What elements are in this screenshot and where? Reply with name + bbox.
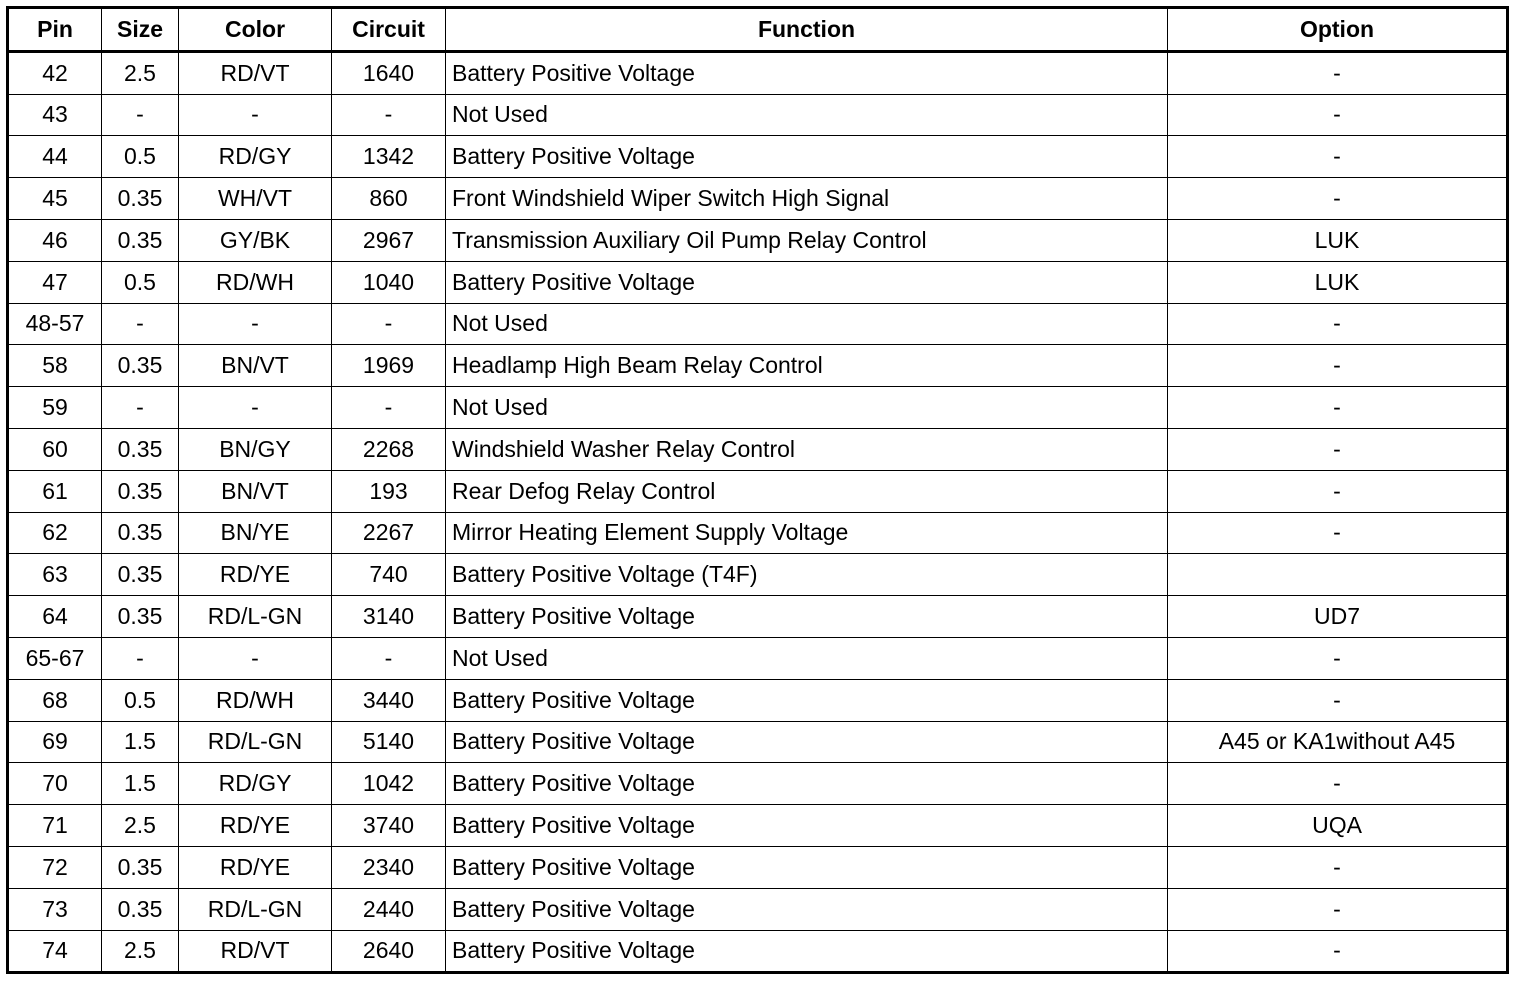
circuit-cell: 3440 [332,679,446,721]
color-cell: RD/WH [179,261,332,303]
option-cell: - [1168,428,1508,470]
pin-cell: 70 [8,763,102,805]
option-cell: - [1168,763,1508,805]
column-header-option: Option [1168,8,1508,52]
function-cell: Battery Positive Voltage [446,721,1168,763]
function-cell: Mirror Heating Element Supply Voltage [446,512,1168,554]
option-cell: - [1168,888,1508,930]
table-row [8,512,1508,554]
table-row [8,721,1508,763]
function-cell: Battery Positive Voltage [446,596,1168,638]
circuit-cell: - [332,387,446,429]
circuit-cell: 1640 [332,51,446,94]
option-cell: - [1168,94,1508,136]
pin-cell: 61 [8,470,102,512]
table-row [8,637,1508,679]
size-cell: 0.35 [102,178,179,220]
pin-cell: 71 [8,805,102,847]
pin-cell: 68 [8,679,102,721]
option-cell: - [1168,387,1508,429]
circuit-cell: - [332,637,446,679]
function-cell: Not Used [446,94,1168,136]
circuit-cell: 3140 [332,596,446,638]
table-row [8,805,1508,847]
table-row [8,303,1508,345]
circuit-cell: 1342 [332,136,446,178]
table-row [8,470,1508,512]
circuit-cell: 3740 [332,805,446,847]
option-cell: LUK [1168,219,1508,261]
color-cell: RD/VT [179,930,332,973]
function-cell: Battery Positive Voltage [446,930,1168,973]
color-cell: WH/VT [179,178,332,220]
size-cell: 0.35 [102,846,179,888]
size-cell: 2.5 [102,930,179,973]
size-cell: - [102,303,179,345]
size-cell: 1.5 [102,763,179,805]
option-cell: - [1168,345,1508,387]
pin-cell: 65-67 [8,637,102,679]
table-row [8,136,1508,178]
circuit-cell: - [332,303,446,345]
table-row [8,94,1508,136]
function-cell: Transmission Auxiliary Oil Pump Relay Control [446,219,1168,261]
table-body [8,51,1508,973]
table-row [8,930,1508,973]
option-cell: UD7 [1168,596,1508,638]
table-row [8,387,1508,429]
table-row [8,261,1508,303]
pin-cell: 63 [8,554,102,596]
size-cell: 1.5 [102,721,179,763]
size-cell: 0.35 [102,428,179,470]
pin-cell: 46 [8,219,102,261]
option-cell: - [1168,470,1508,512]
size-cell: 0.5 [102,136,179,178]
circuit-cell: 860 [332,178,446,220]
column-header-color: Color [179,8,332,52]
size-cell: 0.35 [102,470,179,512]
option-cell: - [1168,303,1508,345]
function-cell: Front Windshield Wiper Switch High Signal [446,178,1168,220]
function-cell: Battery Positive Voltage [446,51,1168,94]
pin-cell: 60 [8,428,102,470]
pin-cell: 59 [8,387,102,429]
table-row [8,846,1508,888]
option-cell: - [1168,51,1508,94]
function-cell: Not Used [446,303,1168,345]
circuit-cell: 740 [332,554,446,596]
option-cell: - [1168,637,1508,679]
color-cell: BN/GY [179,428,332,470]
circuit-cell: - [332,94,446,136]
function-cell: Battery Positive Voltage [446,846,1168,888]
pin-cell: 48-57 [8,303,102,345]
option-cell: - [1168,930,1508,973]
circuit-cell: 2640 [332,930,446,973]
size-cell: 0.35 [102,219,179,261]
option-cell: - [1168,136,1508,178]
color-cell: RD/WH [179,679,332,721]
size-cell: 0.5 [102,679,179,721]
option-cell [1168,554,1508,596]
pin-cell: 74 [8,930,102,973]
color-cell: RD/VT [179,51,332,94]
size-cell: 2.5 [102,805,179,847]
size-cell: - [102,637,179,679]
table-row [8,888,1508,930]
function-cell: Battery Positive Voltage [446,136,1168,178]
table-row [8,345,1508,387]
color-cell: BN/VT [179,470,332,512]
color-cell: RD/L-GN [179,596,332,638]
color-cell: RD/YE [179,846,332,888]
color-cell: BN/VT [179,345,332,387]
pin-cell: 64 [8,596,102,638]
function-cell: Battery Positive Voltage (T4F) [446,554,1168,596]
table-row [8,763,1508,805]
size-cell: 0.35 [102,888,179,930]
table-row [8,51,1508,94]
function-cell: Battery Positive Voltage [446,261,1168,303]
color-cell: - [179,94,332,136]
column-header-pin: Pin [8,8,102,52]
option-cell: - [1168,512,1508,554]
function-cell: Rear Defog Relay Control [446,470,1168,512]
size-cell: 2.5 [102,51,179,94]
option-cell: - [1168,178,1508,220]
size-cell: 0.35 [102,345,179,387]
function-cell: Headlamp High Beam Relay Control [446,345,1168,387]
color-cell: - [179,637,332,679]
size-cell: 0.35 [102,512,179,554]
option-cell: - [1168,846,1508,888]
connector-pinout-table [6,6,1509,974]
circuit-cell: 2268 [332,428,446,470]
circuit-cell: 193 [332,470,446,512]
color-cell: RD/YE [179,805,332,847]
color-cell: RD/GY [179,763,332,805]
color-cell: GY/BK [179,219,332,261]
function-cell: Battery Positive Voltage [446,763,1168,805]
color-cell: RD/L-GN [179,721,332,763]
circuit-cell: 2967 [332,219,446,261]
pin-cell: 72 [8,846,102,888]
circuit-cell: 1042 [332,763,446,805]
table-row [8,178,1508,220]
size-cell: - [102,387,179,429]
pin-cell: 42 [8,51,102,94]
table-row [8,428,1508,470]
pin-cell: 69 [8,721,102,763]
pin-cell: 73 [8,888,102,930]
table-header [8,8,1508,52]
circuit-cell: 1969 [332,345,446,387]
color-cell: - [179,387,332,429]
pin-cell: 45 [8,178,102,220]
function-cell: Battery Positive Voltage [446,679,1168,721]
function-cell: Battery Positive Voltage [446,888,1168,930]
color-cell: RD/YE [179,554,332,596]
circuit-cell: 2440 [332,888,446,930]
pin-cell: 47 [8,261,102,303]
column-header-function: Function [446,8,1168,52]
pin-cell: 58 [8,345,102,387]
option-cell: LUK [1168,261,1508,303]
table-row [8,679,1508,721]
circuit-cell: 2267 [332,512,446,554]
circuit-cell: 2340 [332,846,446,888]
pin-cell: 44 [8,136,102,178]
size-cell: 0.5 [102,261,179,303]
option-cell: A45 or KA1without A45 [1168,721,1508,763]
function-cell: Battery Positive Voltage [446,805,1168,847]
function-cell: Windshield Washer Relay Control [446,428,1168,470]
table-row [8,219,1508,261]
option-cell: UQA [1168,805,1508,847]
function-cell: Not Used [446,637,1168,679]
column-header-circuit: Circuit [332,8,446,52]
size-cell: - [102,94,179,136]
header-row [8,8,1508,52]
color-cell: BN/YE [179,512,332,554]
color-cell: RD/GY [179,136,332,178]
table-row [8,554,1508,596]
size-cell: 0.35 [102,554,179,596]
function-cell: Not Used [446,387,1168,429]
size-cell: 0.35 [102,596,179,638]
table-row [8,596,1508,638]
column-header-size: Size [102,8,179,52]
pin-cell: 62 [8,512,102,554]
option-cell: - [1168,679,1508,721]
color-cell: RD/L-GN [179,888,332,930]
pin-cell: 43 [8,94,102,136]
circuit-cell: 1040 [332,261,446,303]
color-cell: - [179,303,332,345]
circuit-cell: 5140 [332,721,446,763]
